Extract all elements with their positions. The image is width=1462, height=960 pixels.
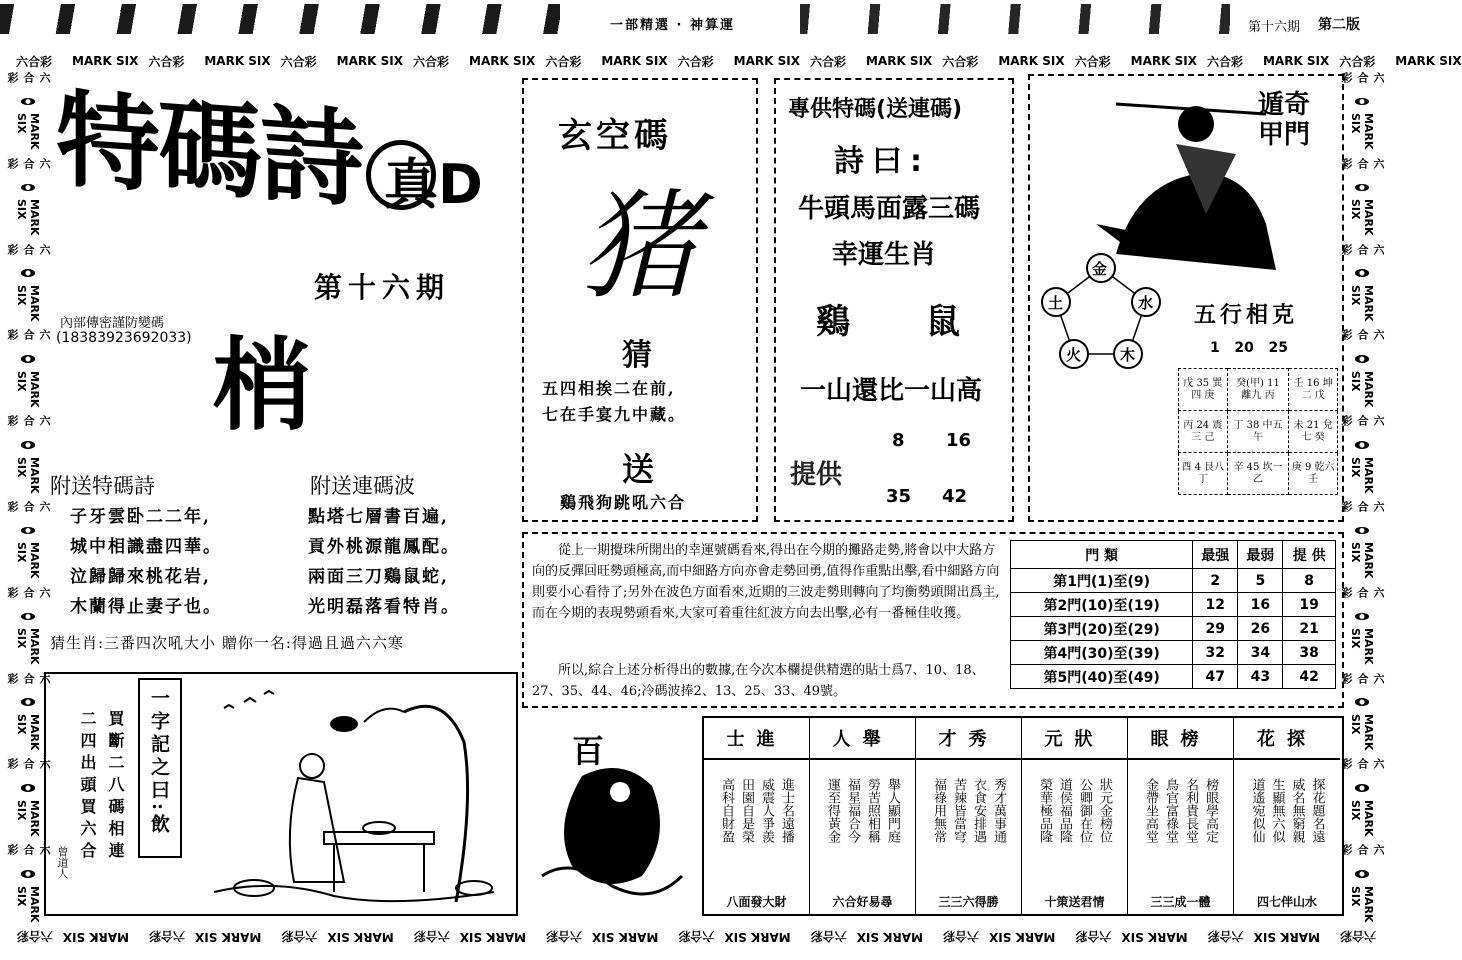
rank-verse-column: 勞苦照相稱 [865, 778, 880, 843]
teshi-poem [70, 502, 270, 622]
rank-verse-column: 威震人爭羨 [759, 778, 774, 843]
brand-cn-label: 六合彩 [6, 758, 51, 770]
element-earth: 土 [1048, 294, 1064, 312]
brand-cn-label: 六合彩 [1339, 54, 1376, 69]
special-num-1: 8 [892, 430, 905, 451]
table-row [1011, 593, 1336, 617]
guess-label: 猜 [622, 338, 652, 373]
brand-flower-icon [21, 870, 35, 878]
gate-table [1010, 540, 1336, 689]
analysis-paragraph-2: 所以,綜合上述分析得出的數據,在今次本欄提供精選的貼士爲7、10、18、27、35、44、46;冷碼波捧2、13、25、33、49號。 [532, 663, 985, 699]
gate-value-cell: 32 [1193, 641, 1238, 665]
rank-column [916, 718, 1022, 914]
gate-value-cell: 2 [1193, 569, 1238, 593]
top-header-bar [0, 0, 1391, 40]
zodiac-b: 鼠 [926, 302, 960, 342]
teshi-title: 附送特碼詩 [50, 474, 155, 498]
qimen-cell: 辛 45 坎一 乙 [1227, 453, 1289, 495]
brand-cn-label: 六合彩 [281, 929, 318, 944]
rank-footer: 四七伴山水 [1256, 895, 1317, 909]
header-slogan: 一部精選 · 神算運 [610, 18, 735, 33]
brand-flower-icon [21, 527, 35, 535]
gate-value-cell: 12 [1193, 593, 1238, 617]
brand-en-label: MARK SIX [15, 713, 41, 751]
brand-en-label: MARK SIX [865, 54, 933, 68]
gate-value-cell: 21 [1283, 617, 1336, 641]
brand-cn-label: 六合彩 [413, 929, 450, 944]
rank-verse-column: 舉人顯門庭 [885, 778, 900, 843]
issue-period: 第十六期 [314, 271, 451, 304]
brand-flower-icon [21, 784, 35, 792]
gate-value-cell: 34 [1238, 641, 1283, 665]
immortal-illustration [532, 756, 692, 906]
qimen-cell: 庚 9 乾六 壬 [1289, 453, 1338, 495]
brand-en-label: MARK SIX [1349, 799, 1375, 837]
brand-cn-label: 六合彩 [412, 54, 449, 69]
gate-value-cell: 29 [1193, 617, 1238, 641]
brand-en-label: MARK SIX [733, 54, 800, 68]
rank-verse-column: 榮華極品隆 [1037, 778, 1052, 843]
brand-cn-label: 六合彩 [6, 157, 51, 169]
rank-column [1022, 718, 1128, 914]
rank-title: 花探 [1234, 718, 1340, 760]
rank-title: 士進 [704, 718, 809, 760]
brand-en-label: MARK SIX [62, 930, 130, 944]
hint-character: 梢 [212, 326, 312, 444]
element-metal: 金 [1092, 260, 1108, 278]
gate-value-cell: 5 [1238, 569, 1283, 593]
scholar-illustration [194, 682, 510, 910]
qimen-cell: 丙 24 震三 己 [1179, 411, 1228, 453]
brand-flower-icon [21, 98, 35, 106]
brand-en-label: MARK SIX [1349, 284, 1375, 322]
wuxing-numbers: 1 20 25 [1210, 340, 1288, 356]
brand-cn-label: 六合彩 [1207, 929, 1244, 944]
special-num-2: 16 [946, 430, 972, 451]
rank-column [1128, 718, 1234, 914]
brand-en-label: MARK SIX [1130, 54, 1197, 68]
brand-flower-icon [21, 698, 35, 706]
brand-en-label: MARK SIX [15, 542, 41, 579]
brand-en-label: MARK SIX [1349, 713, 1375, 751]
yizi-col2: 二四出頭買六合 [78, 710, 97, 864]
brand-en-label: MARK SIX [15, 113, 41, 150]
rank-title: 眼榜 [1128, 718, 1233, 760]
send-label: 送 [622, 450, 655, 488]
brand-cn-label: 六合彩 [16, 54, 53, 69]
brand-flower-icon [1355, 613, 1369, 621]
gate-value-cell: 42 [1283, 665, 1336, 689]
qimen-cell: 丁 38 中五 午 [1227, 411, 1289, 453]
special-num-4: 42 [942, 486, 968, 507]
poem-line: 泣歸歸來桃花岩, [70, 567, 211, 587]
brand-en-label: MARK SIX [204, 54, 271, 68]
brand-en-label: MARK SIX [989, 930, 1056, 944]
poem-line: 木蘭得止妻子也。 [70, 597, 222, 617]
ranks-panel [702, 716, 1344, 916]
qimen-cell: 未 21 兌七 癸 [1289, 411, 1338, 453]
brand-flower-icon [1355, 98, 1369, 106]
brand-cn-label: 六合彩 [1340, 72, 1385, 83]
brand-cn-label: 六合彩 [6, 415, 51, 427]
brand-flower-icon [1355, 441, 1369, 449]
special-title: 專供特碼(送連碼) [788, 97, 963, 122]
brand-cn-label: 六合彩 [942, 54, 979, 69]
brand-flower-icon [1355, 184, 1369, 192]
brand-en-label: MARK SIX [15, 370, 41, 408]
qimen-cell: 壬 16 坤二 戊 [1289, 369, 1338, 411]
brand-cn-label: 六合彩 [6, 500, 51, 512]
gate-value-cell: 16 [1238, 593, 1283, 617]
brand-cn-label: 六合彩 [1340, 157, 1385, 169]
gate-label-cell: 第4門(30)至(39) [1011, 641, 1193, 665]
rank-footer: 八面發大財 [726, 895, 787, 909]
yizi-box [44, 672, 518, 916]
brand-cn-label: 六合彩 [1340, 415, 1385, 427]
brand-strip-right [1340, 72, 1385, 922]
gate-header-cell: 門 類 [1011, 541, 1193, 569]
gate-label-cell: 第5門(40)至(49) [1011, 665, 1193, 689]
brand-cn-label: 六合彩 [6, 672, 51, 684]
brand-cn-label: 六合彩 [16, 929, 53, 944]
gate-header-cell: 最弱 [1238, 541, 1283, 569]
element-wood: 木 [1120, 346, 1136, 364]
special-line1: 牛頭馬面露三碼 [798, 194, 981, 224]
header-issue: 第十六期 [1248, 20, 1301, 35]
gate-header-cell: 最强 [1193, 541, 1238, 569]
brand-en-label: MARK SIX [1349, 885, 1375, 922]
rank-footer: 三三成一體 [1150, 895, 1211, 909]
table-row [1011, 665, 1336, 689]
brand-strip-bottom [16, 928, 1376, 946]
title-badge-text: 真D [384, 153, 483, 216]
rank-verse-column: 威名無窮親 [1289, 778, 1305, 843]
yizi-col1: 買斷二八碼相連 [106, 710, 125, 864]
brand-flower-icon [21, 269, 35, 277]
gate-label-cell: 第3門(20)至(29) [1011, 617, 1193, 641]
poem-line: 城中相識盡四華。 [70, 537, 222, 557]
gate-value-cell: 19 [1283, 593, 1336, 617]
brand-cn-label: 六合彩 [1340, 243, 1385, 255]
rank-footer: 十策送君情 [1044, 895, 1105, 909]
header-page: 第二版 [1318, 17, 1360, 33]
brand-en-label: MARK SIX [601, 54, 668, 68]
table-row [1011, 617, 1336, 641]
secret-note: 內部傳密謹防變碼 [60, 316, 165, 331]
brand-en-label: MARK SIX [1253, 930, 1320, 944]
brand-cn-label: 六合彩 [6, 72, 51, 83]
brand-en-label: MARK SIX [1262, 54, 1330, 68]
brand-cn-label: 六合彩 [1340, 844, 1385, 856]
brand-cn-label: 六合彩 [545, 54, 582, 69]
brand-flower-icon [21, 355, 35, 363]
special-num-3: 35 [886, 486, 912, 507]
brand-cn-label: 六合彩 [280, 54, 317, 69]
qimen-title-text: 遁奇甲門 [1257, 90, 1310, 150]
brand-cn-label: 六合彩 [6, 586, 51, 598]
rank-verse-column: 秀才萬事通 [991, 778, 1006, 843]
rank-verse-column: 金帶坐高堂 [1143, 778, 1158, 843]
special-line2: 幸運生肖 [832, 240, 937, 270]
brand-flower-icon [1355, 784, 1369, 792]
brand-en-label: MARK SIX [469, 54, 536, 68]
qimen-grid [1178, 368, 1338, 495]
brand-en-label: MARK SIX [15, 799, 41, 837]
brand-flower-icon [1355, 527, 1369, 535]
rank-verse-column: 公卿御在位 [1077, 778, 1092, 843]
xuankong-riddle-1: 五四相挨二在前, [542, 379, 676, 398]
element-fire: 火 [1066, 346, 1082, 364]
poem-line: 子牙雲卧二二年, [70, 507, 211, 527]
gate-value-cell: 8 [1283, 569, 1336, 593]
brand-en-label: MARK SIX [1349, 199, 1375, 236]
brand-en-label: MARK SIX [1349, 370, 1375, 408]
header-stroke-decoration [0, 4, 560, 34]
brand-cn-label: 六合彩 [810, 929, 847, 944]
brand-strip-left [6, 72, 51, 922]
brand-cn-label: 六合彩 [943, 929, 980, 944]
zodiac-a: 鷄 [816, 302, 850, 342]
brand-en-label: MARK SIX [856, 930, 923, 944]
rank-verse-column: 道遙宛似仙 [1249, 778, 1265, 843]
rank-verse-column: 進士名遠播 [779, 778, 794, 843]
brand-cn-label: 六合彩 [1340, 329, 1385, 341]
brand-en-label: MARK SIX [72, 54, 139, 68]
brand-en-label: MARK SIX [1349, 542, 1375, 579]
rank-title: 才秀 [916, 718, 1021, 760]
brand-en-label: MARK SIX [1395, 54, 1462, 68]
brand-en-label: MARK SIX [15, 628, 41, 665]
xuankong-send-line: 鷄飛狗跳吼六合 [560, 493, 687, 512]
element-water: 水 [1138, 294, 1154, 312]
rank-column [810, 718, 916, 914]
brand-en-label: MARK SIX [336, 54, 403, 68]
rank-verse-column: 鳥官富祿堂 [1163, 778, 1178, 843]
brand-en-label: MARK SIX [1349, 456, 1375, 493]
brand-en-label: MARK SIX [1121, 930, 1188, 944]
yizi-title: 一字記之曰:飲 [148, 688, 170, 838]
brand-en-label: MARK SIX [1349, 113, 1375, 150]
rank-verse-column: 探花題名遠 [1309, 778, 1325, 843]
brand-en-label: MARK SIX [15, 885, 41, 922]
brand-en-label: MARK SIX [15, 284, 41, 322]
brand-flower-icon [21, 184, 35, 192]
qimen-cell: 癸(甲) 11 離九 丙 [1227, 369, 1289, 411]
brand-en-label: MARK SIX [592, 930, 659, 944]
xuankong-title: 玄空碼 [558, 116, 672, 156]
qimen-cell: 酉 4 艮八 丁 [1179, 453, 1228, 495]
rank-verse-column: 高科自財盈 [719, 778, 734, 843]
gate-label-cell: 第1門(1)至(9) [1011, 569, 1193, 593]
brand-en-label: MARK SIX [195, 930, 262, 944]
xuankong-box [522, 78, 758, 522]
title-block [46, 78, 516, 274]
brand-flower-icon [21, 613, 35, 621]
brand-cn-label: 六合彩 [1074, 54, 1111, 69]
brand-cn-label: 六合彩 [149, 929, 186, 944]
gate-header-cell: 提 供 [1283, 541, 1336, 569]
gate-label-cell: 第2門(10)至(19) [1011, 593, 1193, 617]
brand-cn-label: 六合彩 [6, 243, 51, 255]
brand-cn-label: 六合彩 [677, 54, 714, 69]
rank-verse-column: 衣食安排遇 [971, 778, 986, 843]
brand-en-label: MARK SIX [327, 930, 394, 944]
brand-cn-label: 六合彩 [1206, 54, 1243, 69]
brand-cn-label: 六合彩 [678, 929, 715, 944]
rank-verse-column: 名利貴長堂 [1183, 778, 1198, 843]
brand-en-label: MARK SIX [15, 456, 41, 493]
qimen-cell: 戊 35 巽四 庚 [1179, 369, 1228, 411]
poem-line: 點塔七層書百遍, [308, 507, 449, 527]
phone-number: (18383923692033) [56, 330, 192, 346]
brand-en-label: MARK SIX [459, 930, 527, 944]
poem-line: 光明磊落看特肖。 [308, 597, 460, 617]
brand-cn-label: 六合彩 [809, 54, 846, 69]
analysis-box [522, 532, 1344, 708]
rank-verse-column: 苦辣皆當穹 [951, 778, 966, 843]
brand-cn-label: 六合彩 [1340, 500, 1385, 512]
brand-flower-icon [1355, 698, 1369, 706]
brand-cn-label: 六合彩 [1340, 586, 1385, 598]
rank-verse-column: 道侯福品隆 [1057, 778, 1072, 843]
rank-column [704, 718, 810, 914]
rank-column [1234, 718, 1340, 914]
rank-verse-column: 榜眼學高定 [1203, 778, 1218, 843]
brand-cn-label: 六合彩 [546, 929, 583, 944]
baihua-label: 百 [572, 732, 605, 770]
yizi-signature: 曾道人 [56, 846, 69, 879]
brand-cn-label: 六合彩 [6, 844, 51, 856]
brand-flower-icon [21, 441, 35, 449]
brand-cn-label: 六合彩 [1075, 929, 1112, 944]
header-stroke-decoration-right [800, 4, 1230, 34]
rank-footer: 六合好易尋 [832, 895, 893, 909]
rank-verse-column: 福星福合今 [845, 778, 860, 843]
brand-cn-label: 六合彩 [148, 54, 185, 69]
brand-cn-label: 六合彩 [1340, 672, 1385, 684]
brand-en-label: MARK SIX [998, 54, 1065, 68]
brand-flower-icon [1355, 355, 1369, 363]
yizi-title-box [138, 678, 182, 858]
rank-title: 人舉 [810, 718, 915, 760]
brand-cn-label: 六合彩 [1339, 929, 1376, 944]
brand-en-label: MARK SIX [1349, 628, 1375, 665]
brand-en-label: MARK SIX [15, 199, 41, 236]
qimen-title [1256, 90, 1316, 150]
brand-flower-icon [1355, 870, 1369, 878]
baihua-illustration-box [522, 716, 700, 916]
poem-line: 貢外桃源龍鳳配。 [308, 537, 460, 557]
rank-verse-column: 狀元金榜位 [1097, 778, 1112, 843]
brand-flower-icon [1355, 269, 1369, 277]
xuankong-glyph: 猪 [580, 177, 699, 315]
main-title: 特碼詩 [56, 78, 363, 222]
rank-footer: 三三六得勝 [938, 895, 999, 909]
guess-line: 猜生肖:三番四次吼大小 贈你一名:得過且過六六寒 [50, 634, 404, 652]
brand-en-label: MARK SIX [724, 930, 791, 944]
xuankong-riddle-2: 七在手宴九中藏。 [542, 405, 687, 424]
brand-strip-top [16, 52, 1462, 70]
gate-value-cell: 43 [1238, 665, 1283, 689]
rank-title: 元狀 [1022, 718, 1127, 760]
brand-cn-label: 六合彩 [1340, 758, 1385, 770]
brand-cn-label: 六合彩 [6, 329, 51, 341]
provide-label: 提供 [790, 460, 843, 490]
rank-verse-column: 生顯無六似 [1269, 778, 1285, 843]
lianma-poem [308, 502, 518, 622]
rank-verse-column: 運至得黃金 [825, 778, 840, 843]
qimen-box [1028, 74, 1344, 522]
special-box [774, 78, 1014, 522]
analysis-paragraph-1: 從上一期攪珠所開出的幸運號碼看來,得出在今期的攤路走勢,將會以中大路方向的反彈回旺勢頭極高,而中細路方向亦會走勢回勇,值得作重點出擊,看中細路方向則要小心看待了;另外在波色方面看來,近期的三波走勢則轉向了均衡勢頭開出爲主,而在今期的表現勢頭看來,大家可着重往紅波方向去出擊,必有一番極佳收獲。 [532, 543, 1000, 621]
rank-verse-column: 福祿用無常 [931, 778, 946, 843]
table-row [1011, 641, 1336, 665]
poem-label: 詩曰: [834, 144, 930, 179]
poem-line: 兩面三刀鷄鼠蛇, [308, 567, 449, 587]
rank-verse-column: 田園自是榮 [739, 778, 754, 843]
gate-value-cell: 47 [1193, 665, 1238, 689]
lianma-title: 附送連碼波 [310, 474, 415, 498]
gate-value-cell: 38 [1283, 641, 1336, 665]
gate-value-cell: 26 [1238, 617, 1283, 641]
wuxing-label: 五行相克 [1194, 302, 1299, 328]
special-line3: 一山還比一山高 [800, 376, 983, 406]
table-row [1011, 569, 1336, 593]
